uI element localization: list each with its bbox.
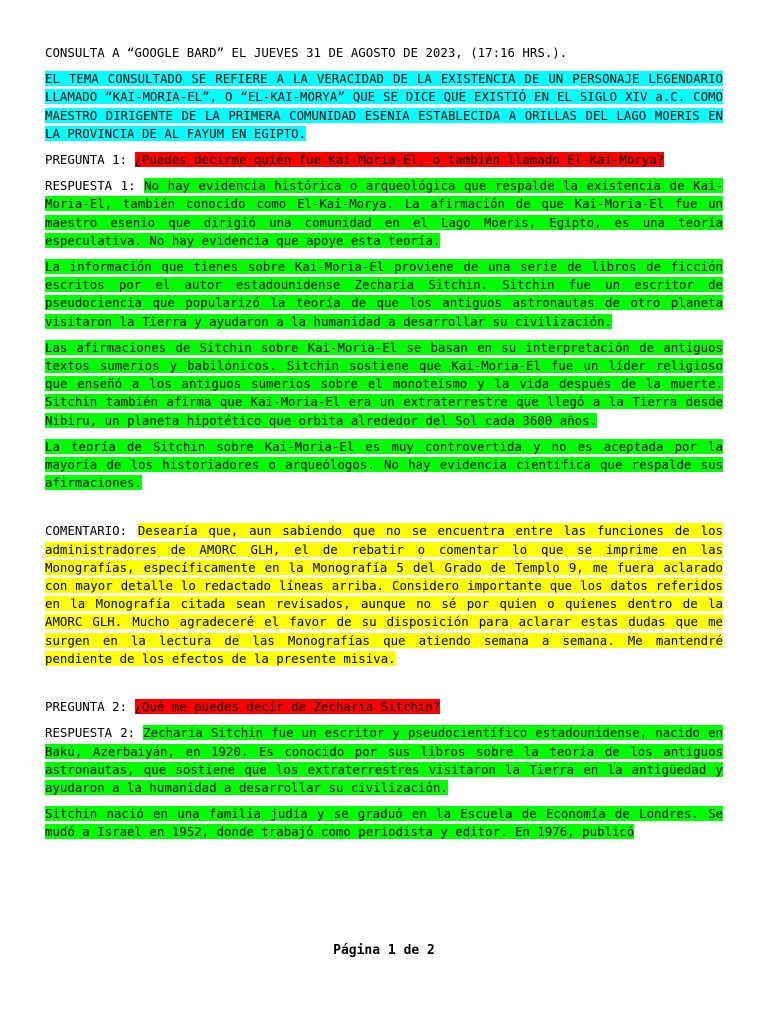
answer-2-text-1: Zecharia Sitchin fue un escritor y pseudocientífico estadounidense, nacido en Bakú, Azerbaiyán, en 1920. Es conocido por sus libros sobre la teoría de los antiguos astronautas, que sostiene que los extraterrestres visitaron la Tierra en la antigüedad y ayudaron a la humanidad a desarrollar su civilización. [45, 725, 723, 795]
page-number-footer: Página 1 de 2 [333, 943, 435, 958]
document-page [45, 44, 723, 842]
answer-1-paragraph-3: Las afirmaciones de Sitchin sobre Kai-Moria-El se basan en su interpretación de antiguos textos sumerios y babilónicos. Sitchin sostiene que Kai-Moria-El fue un líder religioso que enseñó a los antiguos sumerios sobre el monoteísmo y la vida después de la muerte. Sitchin también afirma que Kai-Moria-El era un extraterrestre que llegó a la Tierra desde Nibiru, un planeta hipotético que orbita alrededor del Sol cada 3600 años. [45, 339, 723, 428]
question-2 [45, 698, 723, 716]
question-1 [45, 151, 723, 169]
topic-text: EL TEMA CONSULTADO SE REFIERE A LA VERACIDAD DE LA EXISTENCIA DE UN PERSONAJE LEGENDARIO LLAMADO “KAI-MORIA-EL”, O “EL-KAI-MORYA” QUE SE DICE QUE EXISTIÓ EN EL SIGLO XIV a.C. COMO MAESTRO DIRIGENTE DE LA PRIMERA COMUNIDAD ESENIA ESTABLECIDA A ORILLAS DEL LAGO MOERIS EN LA PROVINCIA DE AL FAYUM EN EGIPTO. [45, 71, 723, 141]
question-2-label: PREGUNTA 2: [45, 699, 128, 715]
answer-2-label: RESPUESTA 2: [45, 725, 136, 741]
answer-1-label: RESPUESTA 1: [45, 178, 136, 194]
comment-text: Desearía que, aun sabiendo que no se encuentra entre las funciones de los administradores de AMORC GLH, el de rebatir o comentar lo que se imprime en las Monografías, específicamente en la Monografía 5 del Grado de Templo 9, me fuera aclarado con mayor detalle lo redactado líneas arriba. Considero importante que los datos referidos en la Monografía citada sean revisados, aunque no sé por quien o quienes dentro de la AMORC GLH. Mucho agradeceré el favor de su disposición para aclarar estas dudas que me surgen en la lectura de las Monografías que atiendo semana a semana. Me mantendré pendiente de los efectos de la presente misiva. [45, 523, 723, 666]
answer-1-paragraph-4: La teoría de Sitchin sobre Kai-Moria-El es muy controvertida y no es aceptada por la mayoría de los historiadores o arqueólogos. No hay evidencia científica que respalde sus afirmaciones. [45, 438, 723, 491]
topic-paragraph [45, 70, 723, 143]
document-header: CONSULTA A “GOOGLE BARD” EL JUEVES 31 DE AGOSTO DE 2023, (17:16 HRS.). [45, 45, 568, 60]
answer-1-paragraph-2: La información que tienes sobre Kai-Moria-El proviene de una serie de libros de ficción escritos por el autor estadounidense Zecharia Sitchin. Sitchin fue un escritor de pseudociencia que popularizó la teoría de que los antiguos astronautas de otro planeta visitaron la Tierra y ayudaron a la humanidad a desarrollar su civilización. [45, 259, 723, 329]
comment-paragraph [45, 522, 723, 668]
question-2-text: ¿Qué me puedes decir de Zecharia Sitchin? [134, 699, 441, 715]
question-1-text: ¿Puedes decirme quién fue Kai-Moria-El, o también llamado El-Kai-Morya? [134, 152, 665, 168]
answer-2-paragraph-1 [45, 724, 723, 797]
question-1-label: PREGUNTA 1: [45, 152, 128, 168]
comment-label: COMENTARIO: [45, 523, 128, 539]
answer-2-paragraph-2: Sitchin nació en una familia judía y se graduó en la Escuela de Economía de Londres. Se mudó a Israel en 1952, donde trabajó como periodista y editor. En 1976, publicó [45, 806, 723, 840]
answer-1-text-1: No hay evidencia histórica o arqueológica que respalde la existencia de Kai-Moria-El, también conocido como El-Kai-Morya. La afirmación de que Kai-Moria-El fue un maestro esenio que dirigió una comunidad en el Lago Moeris, Egipto, es una teoría especulativa. No hay evidencia que apoye esta teoría. [45, 178, 723, 248]
answer-1-paragraph-1 [45, 177, 723, 250]
